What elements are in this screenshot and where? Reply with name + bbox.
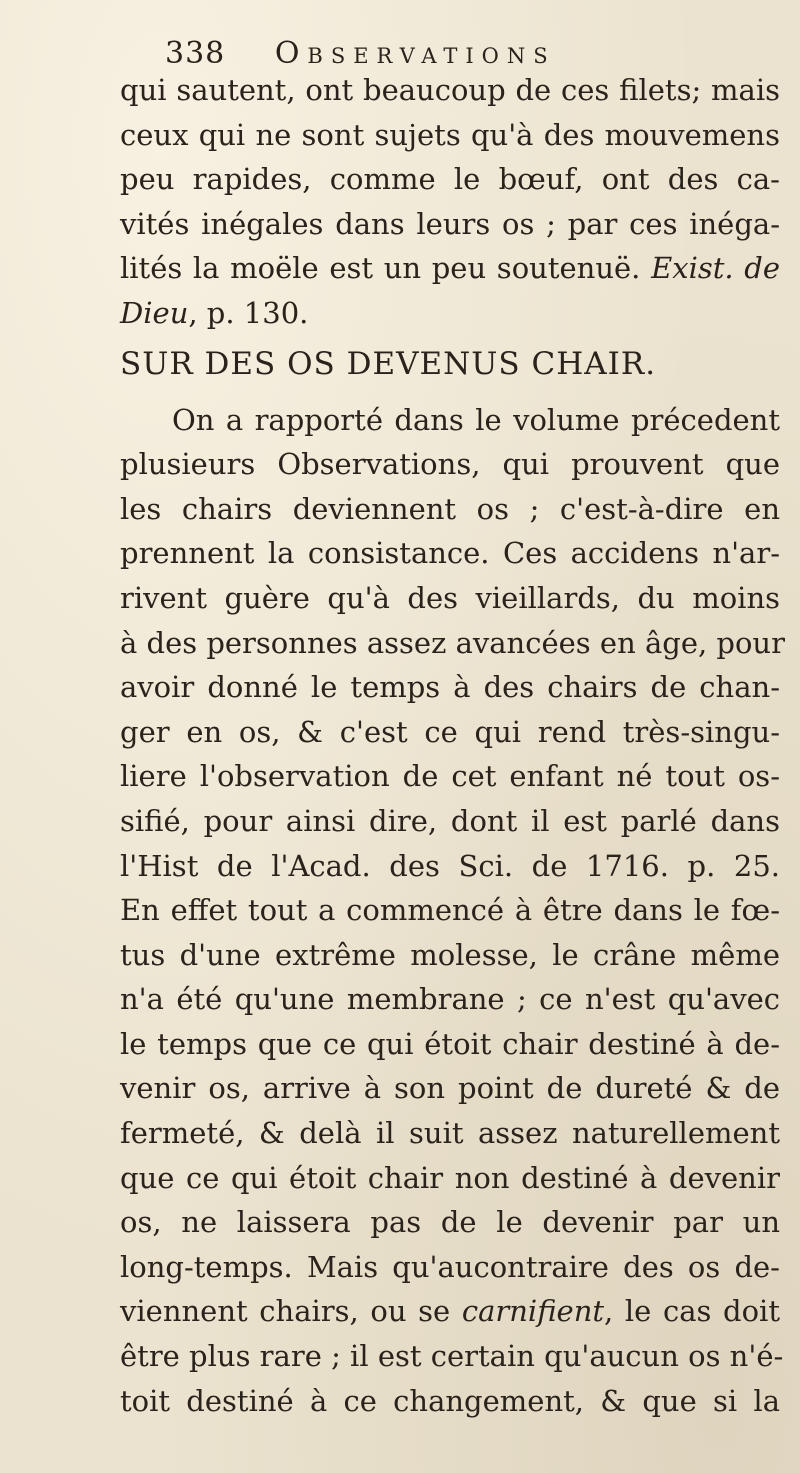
text-fragment: , le cas doit: [604, 1294, 780, 1329]
text-line: ceux qui ne sont sujets qu'à des mouvemens: [120, 117, 780, 152]
text-fragment: lités la moële est un peu soutenuë.: [120, 251, 641, 286]
text-line: toit destiné à ce changement, & que si la: [120, 1383, 780, 1418]
text-line: tus d'une extrême molesse, le crâne même: [120, 937, 780, 972]
text-line: n'a été qu'une membrane ; ce n'est qu'avec: [120, 982, 780, 1017]
text-line: [120, 246, 780, 291]
running-title: Observations: [274, 36, 556, 71]
text-line: le temps que ce qui étoit chair destiné à de-: [120, 1026, 780, 1061]
text-line: En effet tout a commencé à être dans le fœ-: [120, 893, 780, 928]
text-line: liere l'observation de cet enfant né tout os-: [120, 759, 780, 794]
text-line: peu rapides, comme le bœuf, ont des ca-: [120, 162, 780, 197]
body-text: [120, 68, 785, 1423]
text-line: être plus rare ; il est certain qu'aucun os n'é-: [120, 1339, 784, 1374]
text-line: fermeté, & delà il suit assez naturellement: [120, 1116, 780, 1151]
text-fragment: viennent chairs, ou se: [120, 1294, 451, 1329]
citation-page: , p. 130.: [188, 295, 309, 330]
page-number: 338: [165, 36, 226, 71]
text-line: sifié, pour ainsi dire, dont il est parlé dans: [120, 803, 780, 838]
text-line: ger en os, & c'est ce qui rend très-singu-: [120, 714, 780, 749]
text-line: venir os, arrive à son point de dureté & de: [120, 1071, 780, 1106]
citation-italic: Exist. de: [651, 251, 781, 286]
text-line: avoir donné le temps à des chairs de chan-: [120, 670, 780, 705]
text-line: long-temps. Mais qu'aucontraire des os de-: [120, 1249, 780, 1284]
citation-italic: Dieu: [120, 295, 189, 330]
text-line: l'Hist de l'Acad. des Sci. de 1716. p. 25.: [120, 848, 780, 883]
text-line: On a rapporté dans le volume précedent: [172, 402, 780, 437]
text-line: os, ne laissera pas de le devenir par un: [120, 1205, 780, 1240]
running-head: [165, 36, 556, 71]
text-line: plusieurs Observations, qui prouvent que: [120, 447, 780, 482]
text-line: à des personnes assez avancées en âge, pour: [120, 625, 785, 660]
text-line: les chairs deviennent os ; c'est-à-dire en: [120, 491, 780, 526]
text-line: prennent la consistance. Ces accidens n'ar-: [120, 536, 780, 571]
text-line: qui sautent, ont beaucoup de ces filets; mais: [120, 73, 780, 107]
text-line: [120, 1289, 780, 1334]
text-line: vités inégales dans leurs os ; par ces inéga-: [120, 206, 780, 241]
italic-word: carnifient: [461, 1294, 605, 1329]
section-heading: SUR DES OS DEVENUS CHAIR.: [120, 345, 657, 382]
text-line: [120, 291, 780, 336]
text-line: que ce qui étoit chair non destiné à devenir: [120, 1160, 780, 1195]
text-line: rivent guère qu'à des vieillards, du moins: [120, 580, 780, 615]
